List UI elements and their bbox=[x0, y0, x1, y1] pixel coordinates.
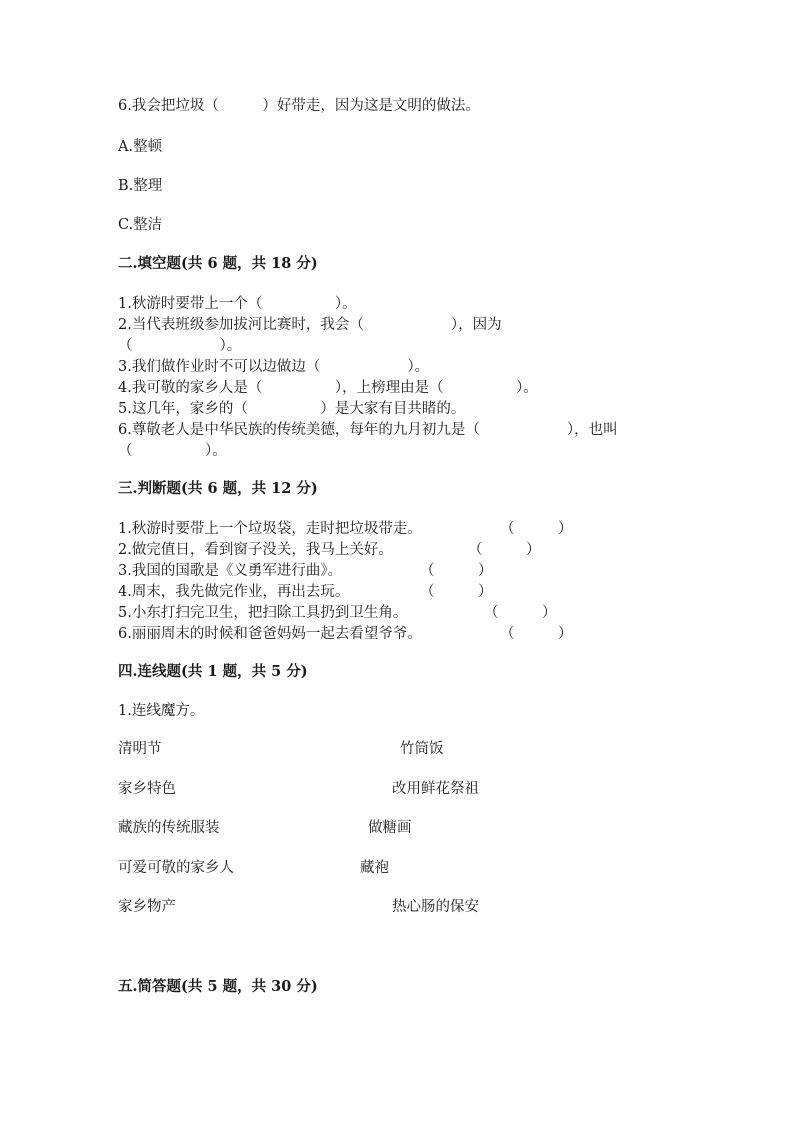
fill-line: （ ）。 bbox=[118, 443, 227, 459]
judge-answer-paren: （ ） bbox=[484, 605, 557, 621]
fill-line: 4.我可敬的家乡人是（ ），上榜理由是（ ）。 bbox=[118, 380, 538, 396]
match-left-item: 清明节 bbox=[118, 741, 162, 757]
match-left-item: 家乡特色 bbox=[118, 781, 176, 797]
match-right-item: 热心肠的保安 bbox=[392, 899, 479, 915]
match-left-item: 藏族的传统服装 bbox=[118, 820, 220, 836]
judge-answer-paren: （ ） bbox=[500, 521, 573, 537]
option-c: C.整洁 bbox=[118, 217, 163, 233]
fill-line: 6.尊敬老人是中华民族的传统美德，每年的九月初九是（ ），也叫 bbox=[118, 422, 618, 438]
question-6-stem: 6.我会把垃圾（ ）好带走，因为这是文明的做法。 bbox=[118, 98, 480, 114]
match-right-item: 藏袍 bbox=[360, 860, 389, 876]
judge-answer-paren: （ ） bbox=[420, 584, 493, 600]
judge-item: 2.做完值日，看到窗子没关，我马上关好。 bbox=[118, 542, 393, 558]
fill-line: 2.当代表班级参加拔河比赛时，我会（ ），因为 bbox=[118, 317, 502, 333]
section-fill-heading: 二.填空题(共 6 题，共 18 分) bbox=[118, 255, 318, 272]
section-match-heading: 四.连线题(共 1 题，共 5 分) bbox=[118, 663, 308, 680]
match-left-item: 可爱可敬的家乡人 bbox=[118, 860, 234, 876]
fill-line: （ ）。 bbox=[118, 338, 242, 354]
option-a: A.整顿 bbox=[118, 139, 163, 155]
fill-line: 3.我们做作业时不可以边做边（ ）。 bbox=[118, 359, 430, 375]
match-right-item: 竹筒饭 bbox=[400, 741, 444, 757]
section-short-heading: 五.简答题(共 5 题，共 30 分) bbox=[118, 978, 318, 995]
judge-answer-paren: （ ） bbox=[468, 542, 541, 558]
judge-item: 5.小东打扫完卫生，把扫除工具扔到卫生角。 bbox=[118, 605, 408, 621]
fill-line: 1.秋游时要带上一个（ ）。 bbox=[118, 296, 357, 312]
fill-line: 5.这几年，家乡的（ ）是大家有目共睹的。 bbox=[118, 401, 466, 417]
match-prompt: 1.连线魔方。 bbox=[118, 703, 205, 719]
match-right-item: 改用鲜花祭祖 bbox=[392, 781, 479, 797]
section-judge-heading: 三.判断题(共 6 题，共 12 分) bbox=[118, 480, 318, 497]
judge-item: 1.秋游时要带上一个垃圾袋，走时把垃圾带走。 bbox=[118, 521, 422, 537]
match-left-item: 家乡物产 bbox=[118, 899, 176, 915]
judge-answer-paren: （ ） bbox=[500, 626, 573, 642]
match-right-item: 做糖画 bbox=[368, 820, 412, 836]
judge-item: 6.丽丽周末的时候和爸爸妈妈一起去看望爷爷。 bbox=[118, 626, 422, 642]
judge-item: 3.我国的国歌是《义勇军进行曲》。 bbox=[118, 563, 343, 579]
option-b: B.整理 bbox=[118, 178, 163, 194]
judge-answer-paren: （ ） bbox=[420, 563, 493, 579]
judge-item: 4.周末，我先做完作业，再出去玩。 bbox=[118, 584, 350, 600]
